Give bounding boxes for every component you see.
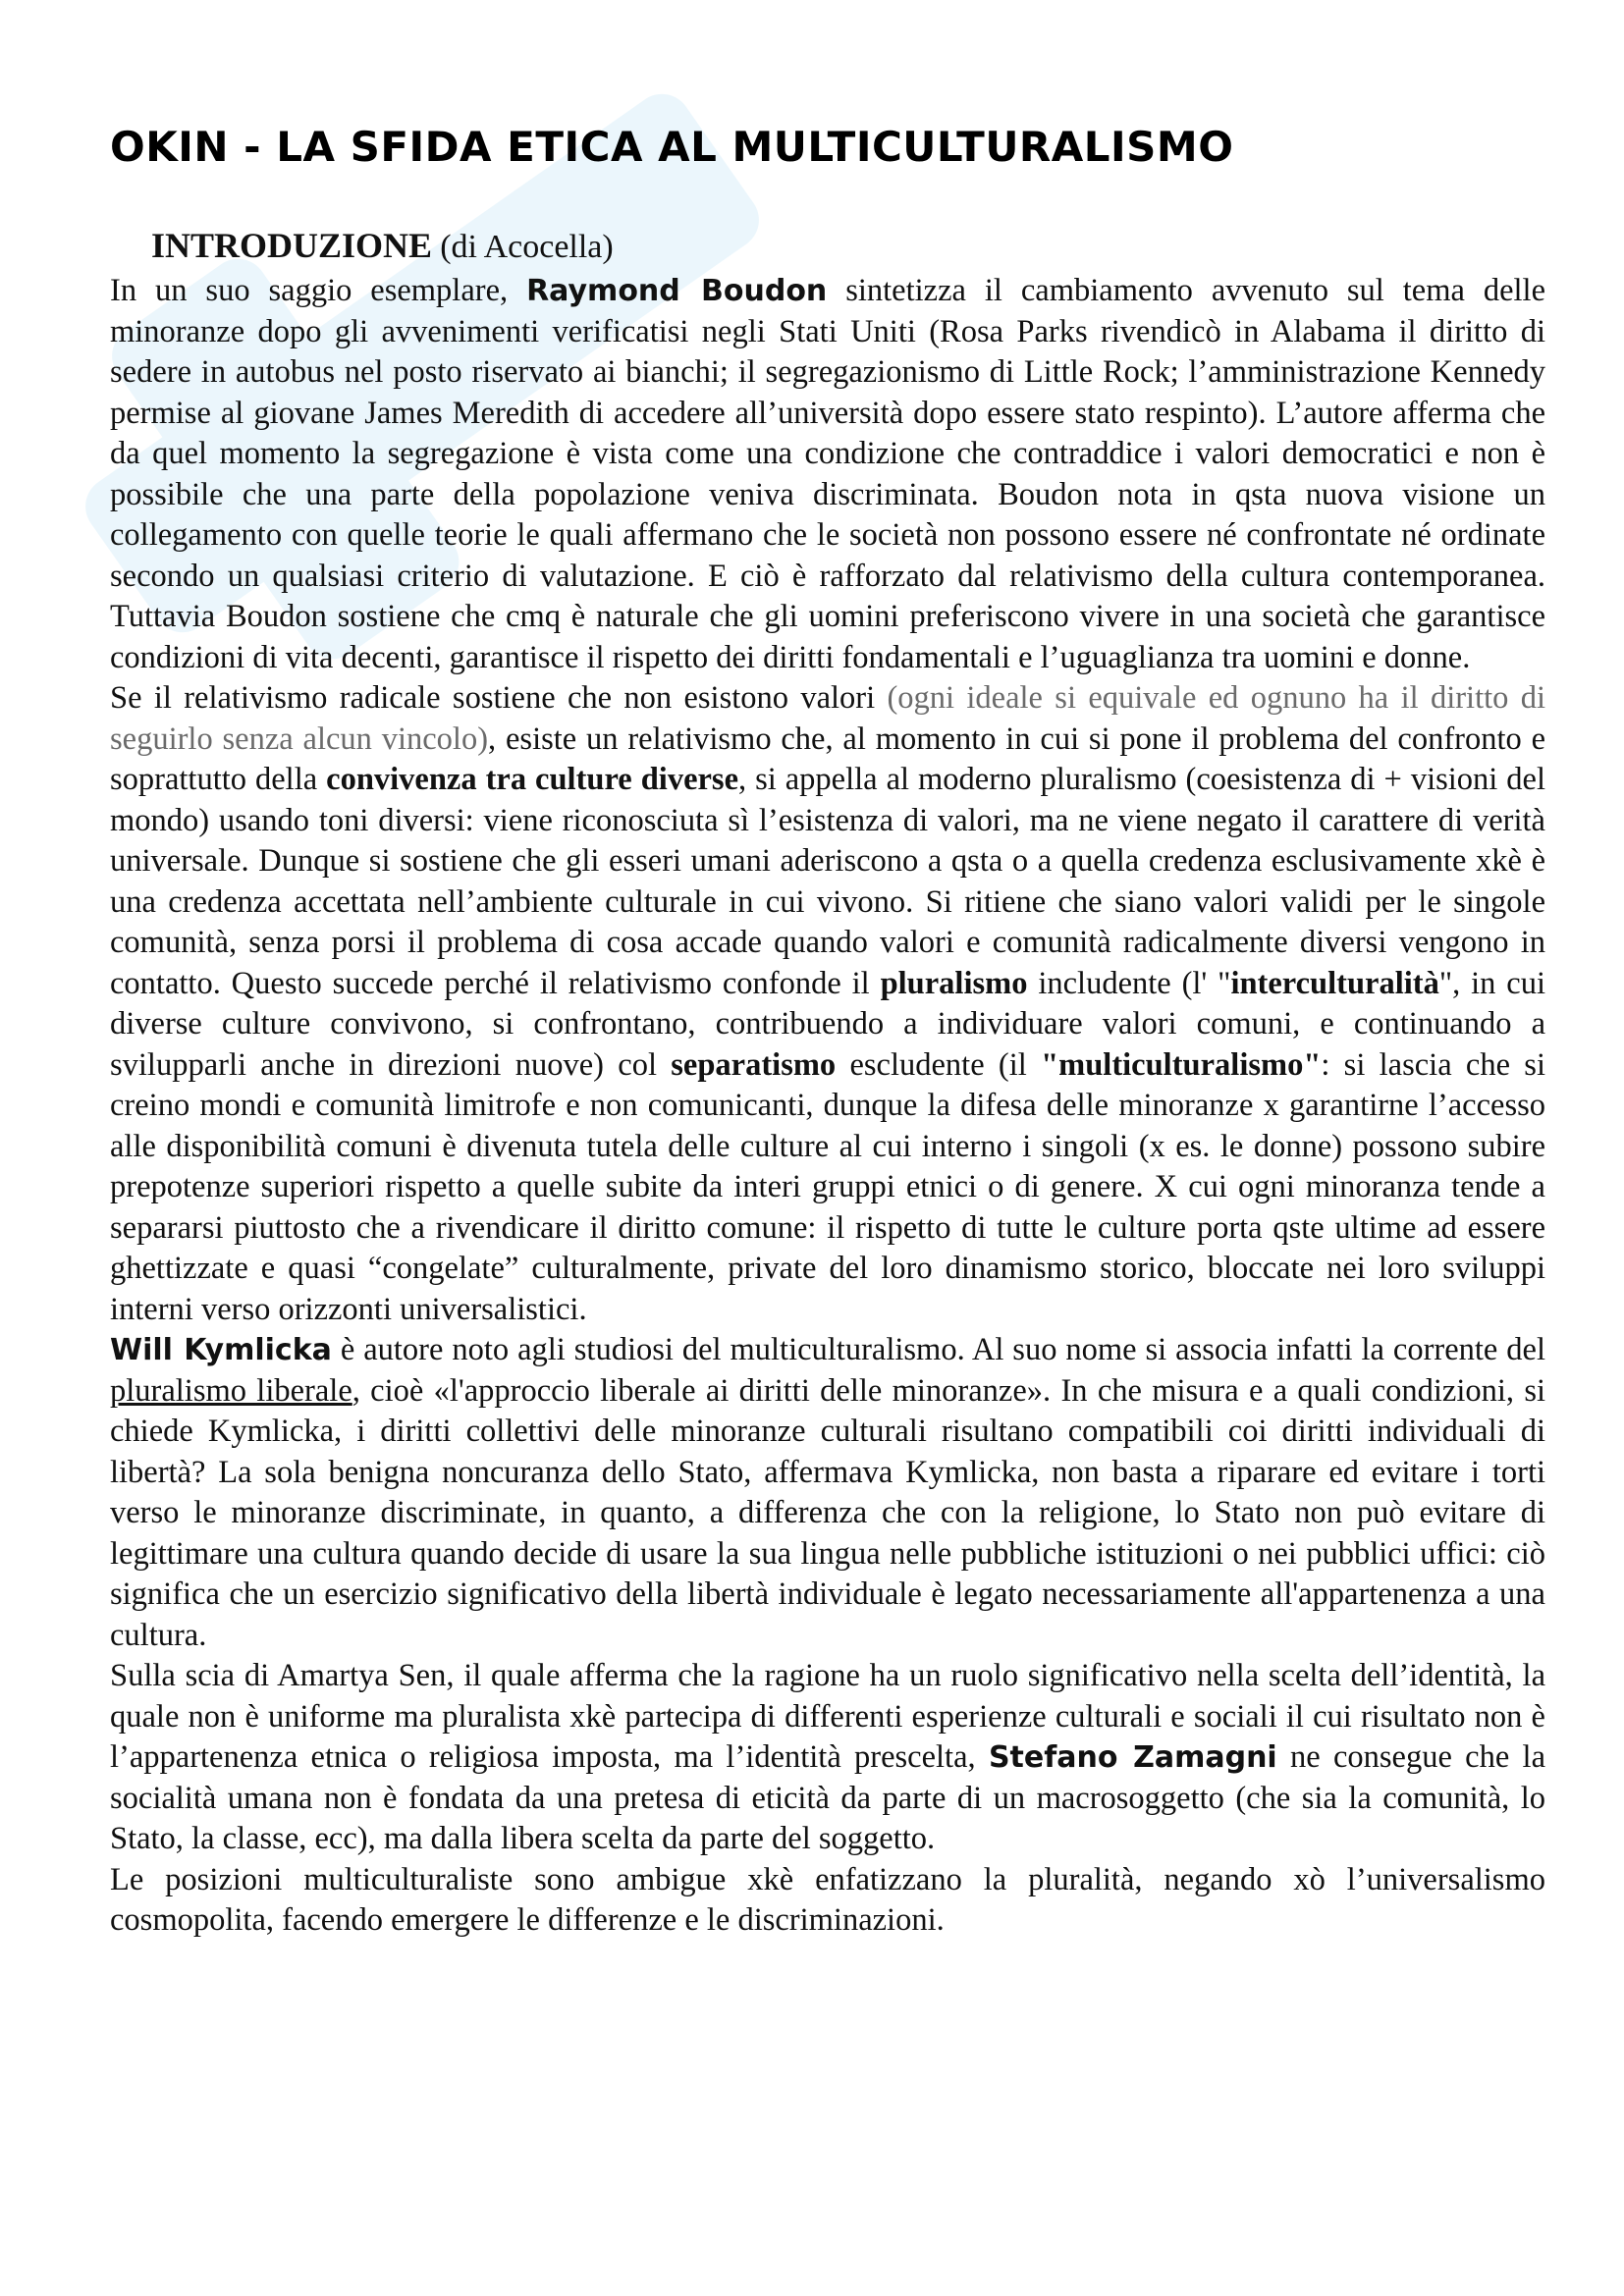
underlined-term-pluralismo-liberale: pluralismo liberale [110, 1372, 352, 1409]
bold-term-interculturalita: interculturalità [1230, 965, 1439, 1001]
author-name-boudon: Raymond Boudon [526, 274, 828, 308]
document-page [110, 120, 1545, 1942]
section-heading-main: INTRODUZIONE [151, 226, 433, 265]
paragraph-sen-zamagni: Sulla scia di Amartya Sen, il quale afferma che la ragione ha un ruolo significativo nella scelta dell’identità, la quale non è uniforme ma pluralista xkè partecipa di differenti esperienze culturali e sociali il cui risultato non è l’appartenenza etnica o religiosa imposta, ma l’identità prescelta, Stefano Zamagni ne consegue che la socialità umana non è fondata da una pretesa di eticità da parte di un macrosoggetto (che sia la comunità, lo Stato, la classe, ecc), ma dalla libera scelta da parte del soggetto. [110, 1658, 1546, 1856]
paragraph-kymlicka: Will Kymlicka è autore noto agli studiosi del multiculturalismo. Al suo nome si associa infatti la corrente del pluralismo liberale, cioè «l'approccio liberale ai diritti delle minoranze». In che misura e a quali condizioni, si chiede Kymlicka, i diritti collettivi delle minoranze culturali risultano compatibili coi diritti individuali di libertà? La sola benigna noncuranza dello Stato, affermava Kymlicka, non basta a riparare ed evitare i torti verso le minoranze discriminate, in quanto, a differenza che con la religione, lo Stato non può evitare di legittimare una cultura quando decide di usare la sua lingua nelle pubbliche istituzioni o nei pubblici uffici: ciò significa che un esercizio significativo della libertà individuale è legato necessariamente all'appartenenza a una cultura. [110, 1332, 1545, 1653]
paragraph-relativism: Se il relativismo radicale sostiene che non esistono valori (ogni ideale si equivale ed ognuno ha il diritto di seguirlo senza alcun vincolo), esiste un relativismo che, al momento in cui si pone il problema del confronto e soprattutto della convivenza tra culture diverse, si appella al moderno pluralismo (coesistenza di + visioni del mondo) usando toni diversi: viene riconosciuta sì l’esistenza di valori, ma ne viene negato il carattere di verità universale. Dunque si sostiene che gli esseri umani aderiscono a qsta o a quella credenza esclusivamente xkè è una credenza accettata nell’ambiente culturale in cui vivono. Si ritiene che siano valori validi per le singole comunità, senza porsi il problema di cosa accade quando valori e comunità radicalmente diversi vengono in contatto. Questo succede perché il relativismo confonde il pluralismo includente (l' "interculturalità", in cui diverse culture convivono, si confrontano, contribuendo a individuare valori comuni, e continuando a svilupparli anche in direzioni nuove) col separatismo escludente (il "multiculturalismo": si lascia che si creino mondi e comunità limitrofe e non comunicanti, dunque la difesa delle minoranze x garantirne l’accesso alle disponibilità comuni è divenuta tutela delle culture al cui interno i singoli (x es. le donne) possono subire prepotenze superiori rispetto a quelle subite da interi gruppi etnici o di genere. X cui ogni minoranza tende a separarsi piuttosto che a rivendicare il diritto comune: il rispetto di tutte le culture porta qste ultime ad essere ghettizzate e quasi “congelate” culturalmente, private del loro dinamismo storico, bloccate nei loro sviluppi interni verso orizzonti universalistici. [110, 680, 1546, 1327]
muted-quote: (ogni ideale si equivale ed ognuno ha il diritto di seguirlo senza alcun vincolo) [110, 680, 1545, 757]
paragraph-conclusion: Le posizioni multiculturaliste sono ambigue xkè enfatizzano la pluralità, negando xò l’universalismo cosmopolita, facendo emergere le differenze e le discriminazioni. [110, 1861, 1545, 1938]
author-name-zamagni: Stefano Zamagni [988, 1740, 1277, 1775]
section-heading [151, 222, 1545, 271]
paragraph-boudon: In un suo saggio esemplare, Raymond Boudon sintetizza il cambiamento avvenuto sul tema delle minoranze dopo gli avvenimenti verificatisi negli Stati Uniti (Rosa Parks rivendicò in Alabama il diritto di sedere in autobus nel posto riservato ai bianchi; il segregazionismo di Little Rock; l’amministrazione Kennedy permise al giovane James Meredith di accedere all’università dopo essere stato respinto). L’autore afferma che da quel momento la segregazione è vista come una condizione che contraddice i valori democratici e non è possibile che una parte della popolazione veniva discriminata. Boudon nota in qsta nuova visione un collegamento con quelle teorie le quali affermano che le società non possono essere né confrontate né ordinate secondo un qualsiasi criterio di valutazione. E ciò è rafforzato dal relativismo della cultura contemporanea. Tuttavia Boudon sostiene che cmq è naturale che gli uomini preferiscono vivere in una società che garantisce condizioni di vita decenti, garantisce il rispetto dei diritti fondamentali e l’uguaglianza tra uomini e donne. [110, 273, 1546, 675]
bold-term-multiculturalismo: "multiculturalismo" [1041, 1046, 1322, 1083]
author-name-kymlicka: Will Kymlicka [110, 1333, 332, 1367]
bold-term-separatismo: separatismo [671, 1046, 837, 1083]
document-title: OKIN - LA SFIDA ETICA AL MULTICULTURALISMO [110, 123, 1234, 171]
section-heading-author: (di Acocella) [440, 229, 614, 265]
bold-term-convivenza: convivenza tra culture diverse [326, 762, 738, 797]
bold-term-pluralismo: pluralismo [880, 965, 1028, 1001]
